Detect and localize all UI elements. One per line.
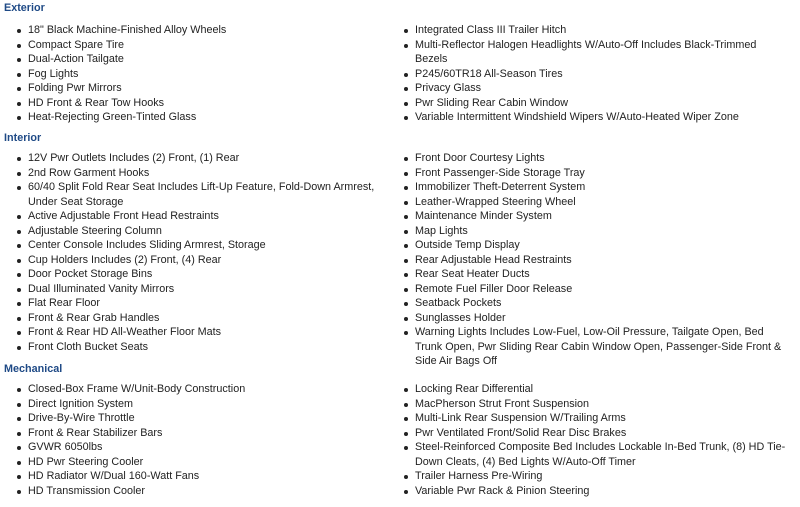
mechanical-left-list: [17, 382, 379, 498]
feature-list-item: Fog Lights: [17, 67, 379, 82]
feature-list-item: Sunglasses Holder: [404, 311, 789, 326]
feature-list-item: Variable Intermittent Windshield Wipers W/Auto-Heated Wiper Zone: [404, 110, 789, 125]
feature-list-item: Front Door Courtesy Lights: [404, 151, 789, 166]
section-title-exterior: Exterior: [4, 2, 45, 14]
feature-list-item: 60/40 Split Fold Rear Seat Includes Lift-Up Feature, Fold-Down Armrest, Under Seat Storage: [17, 180, 379, 209]
feature-list-item: Warning Lights Includes Low-Fuel, Low-Oil Pressure, Tailgate Open, Bed Trunk Open, Pwr Sliding Rear Cabin Window Open, Passenger-Side Front & Side Air Bags Off: [404, 325, 789, 369]
feature-list-item: Compact Spare Tire: [17, 38, 379, 53]
feature-list-item: Remote Fuel Filler Door Release: [404, 282, 789, 297]
feature-list-item: Pwr Ventilated Front/Solid Rear Disc Brakes: [404, 426, 789, 441]
feature-list-item: Front & Rear Stabilizer Bars: [17, 426, 379, 441]
feature-list-item: Heat-Rejecting Green-Tinted Glass: [17, 110, 379, 125]
feature-list-item: Rear Seat Heater Ducts: [404, 267, 789, 282]
feature-list-item: Map Lights: [404, 224, 789, 239]
feature-list-item: Outside Temp Display: [404, 238, 789, 253]
feature-list-item: Privacy Glass: [404, 81, 789, 96]
feature-list-item: 2nd Row Garment Hooks: [17, 166, 379, 181]
feature-list-item: GVWR 6050lbs: [17, 440, 379, 455]
feature-list-item: MacPherson Strut Front Suspension: [404, 397, 789, 412]
mechanical-right-list: [404, 382, 789, 498]
feature-list-item: 12V Pwr Outlets Includes (2) Front, (1) Rear: [17, 151, 379, 166]
feature-list-item: HD Front & Rear Tow Hooks: [17, 96, 379, 111]
feature-list-item: Active Adjustable Front Head Restraints: [17, 209, 379, 224]
interior-left-list: [17, 151, 379, 354]
feature-list-item: HD Transmission Cooler: [17, 484, 379, 499]
feature-list-item: Locking Rear Differential: [404, 382, 789, 397]
feature-list-item: Multi-Reflector Halogen Headlights W/Auto-Off Includes Black-Trimmed Bezels: [404, 38, 789, 67]
feature-list-item: Dual-Action Tailgate: [17, 52, 379, 67]
interior-right-list: [404, 151, 789, 369]
feature-list-item: Front & Rear HD All-Weather Floor Mats: [17, 325, 379, 340]
feature-list-item: HD Radiator W/Dual 160-Watt Fans: [17, 469, 379, 484]
feature-list-item: Cup Holders Includes (2) Front, (4) Rear: [17, 253, 379, 268]
feature-list-item: Leather-Wrapped Steering Wheel: [404, 195, 789, 210]
feature-list-item: Adjustable Steering Column: [17, 224, 379, 239]
feature-list-item: Closed-Box Frame W/Unit-Body Construction: [17, 382, 379, 397]
exterior-right-list: [404, 23, 789, 125]
feature-list-item: 18" Black Machine-Finished Alloy Wheels: [17, 23, 379, 38]
feature-list-item: Seatback Pockets: [404, 296, 789, 311]
feature-list-item: Dual Illuminated Vanity Mirrors: [17, 282, 379, 297]
feature-list-item: Front Cloth Bucket Seats: [17, 340, 379, 355]
feature-list-item: Drive-By-Wire Throttle: [17, 411, 379, 426]
feature-list-item: Maintenance Minder System: [404, 209, 789, 224]
feature-list-item: Direct Ignition System: [17, 397, 379, 412]
feature-list-item: Front & Rear Grab Handles: [17, 311, 379, 326]
feature-list-item: HD Pwr Steering Cooler: [17, 455, 379, 470]
feature-list-item: Flat Rear Floor: [17, 296, 379, 311]
feature-list-item: Steel-Reinforced Composite Bed Includes Lockable In-Bed Trunk, (8) HD Tie-Down Cleats, (4) Bed Lights W/Auto-Off Timer: [404, 440, 789, 469]
feature-list-item: Pwr Sliding Rear Cabin Window: [404, 96, 789, 111]
section-title-mechanical: Mechanical: [4, 363, 63, 375]
feature-list-item: Folding Pwr Mirrors: [17, 81, 379, 96]
feature-list-item: Variable Pwr Rack & Pinion Steering: [404, 484, 789, 499]
exterior-left-list: [17, 23, 379, 125]
feature-list-item: Immobilizer Theft-Deterrent System: [404, 180, 789, 195]
feature-list-item: Rear Adjustable Head Restraints: [404, 253, 789, 268]
feature-list-item: Front Passenger-Side Storage Tray: [404, 166, 789, 181]
feature-list-item: Door Pocket Storage Bins: [17, 267, 379, 282]
feature-list-item: Center Console Includes Sliding Armrest, Storage: [17, 238, 379, 253]
feature-list-item: Trailer Harness Pre-Wiring: [404, 469, 789, 484]
feature-list-item: Multi-Link Rear Suspension W/Trailing Arms: [404, 411, 789, 426]
section-title-interior: Interior: [4, 132, 42, 144]
feature-list-item: P245/60TR18 All-Season Tires: [404, 67, 789, 82]
feature-list-item: Integrated Class III Trailer Hitch: [404, 23, 789, 38]
